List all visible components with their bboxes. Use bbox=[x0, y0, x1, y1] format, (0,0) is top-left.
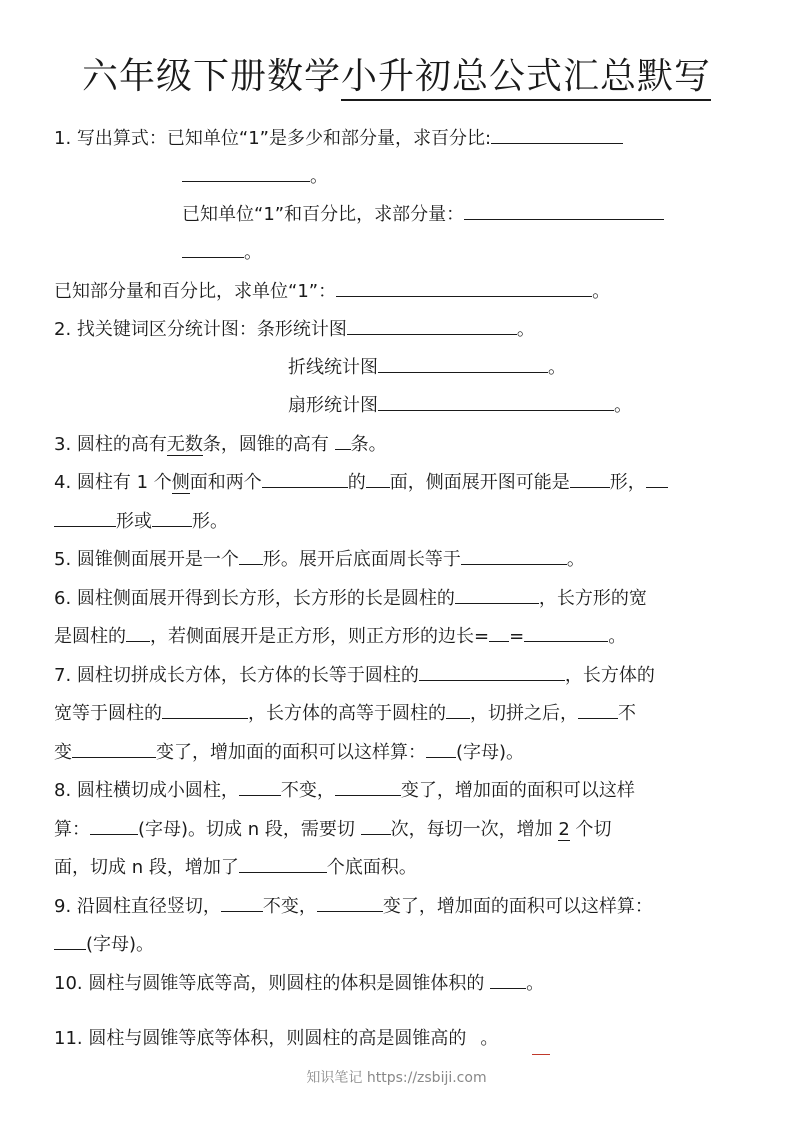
q4-text-f: 形或 bbox=[116, 511, 152, 532]
q9-blank-3[interactable] bbox=[54, 931, 86, 950]
q1-end-1: 。 bbox=[310, 166, 328, 187]
q4-text-b: 面和两个 bbox=[189, 472, 262, 493]
q8-blank-2[interactable] bbox=[335, 777, 401, 796]
q8-line2 bbox=[54, 816, 612, 843]
q4-text-e: 形， bbox=[609, 472, 646, 493]
q1-end-2: 。 bbox=[244, 242, 262, 263]
q8-blank-5[interactable] bbox=[239, 854, 327, 873]
q7-text-f: 不 bbox=[618, 703, 636, 724]
q1-line5 bbox=[54, 278, 610, 305]
q1-line4 bbox=[182, 239, 262, 266]
q1-line1 bbox=[54, 125, 623, 152]
q10-end: 。 bbox=[526, 973, 545, 994]
q3-blank[interactable] bbox=[335, 431, 351, 450]
q6-text-d: ，若侧面展开是正方形，则正方形的边长= bbox=[150, 626, 490, 647]
q4-blank-3[interactable] bbox=[570, 469, 610, 488]
q6-end: 。 bbox=[608, 626, 627, 647]
q4-line2 bbox=[54, 508, 228, 535]
q8-blank-1[interactable] bbox=[239, 777, 281, 796]
q8-text-c: 变了，增加面的面积可以这样 bbox=[400, 780, 635, 801]
q2-end-1: 。 bbox=[516, 319, 535, 340]
q7-text-d: ，长方体的高等于圆柱的 bbox=[248, 703, 446, 724]
q8-line1 bbox=[54, 777, 635, 804]
q8-text-d: 算： bbox=[54, 819, 90, 840]
q9-text-d: (字母)。 bbox=[86, 934, 155, 955]
q4-line1 bbox=[54, 469, 668, 496]
q11-end: 。 bbox=[480, 1028, 499, 1049]
q7-text-e: ，切拼之后， bbox=[470, 703, 578, 724]
q1-text-a: 1. 写出算式：已知单位“1”是多少和部分量，求百分比: bbox=[54, 128, 492, 149]
q6-text-b: ，长方形的宽 bbox=[538, 588, 647, 609]
q7-blank-2[interactable] bbox=[162, 700, 248, 719]
q6-text-e: = bbox=[509, 626, 525, 647]
q8-text-e: (字母)。切成 n 段，需要切 bbox=[138, 819, 361, 840]
q11-text-a: 11. 圆柱与圆锥等底等体积，则圆柱的高是圆锥高的 bbox=[54, 1028, 467, 1049]
q6-line1 bbox=[54, 585, 647, 612]
q4-blank-1[interactable] bbox=[262, 469, 348, 488]
red-underline-mark bbox=[532, 1054, 550, 1055]
q8-blank-3[interactable] bbox=[90, 816, 138, 835]
q2-text-b: 折线统计图 bbox=[288, 357, 378, 378]
q10-line1 bbox=[54, 970, 544, 997]
q3-line1 bbox=[54, 431, 387, 458]
q3-text-b: 条，圆锥的高有 bbox=[202, 434, 335, 455]
q5-end: 。 bbox=[566, 549, 585, 570]
q2-line1 bbox=[54, 316, 535, 343]
q4-text-d: 面，侧面展开图可能是 bbox=[389, 472, 570, 493]
q1-blank-1-cont[interactable] bbox=[182, 163, 310, 182]
q5-text-b: 形。展开后底面周长等于 bbox=[262, 549, 461, 570]
q7-blank-3[interactable] bbox=[446, 700, 470, 719]
q6-text-c: 是圆柱的 bbox=[54, 626, 126, 647]
q9-line1 bbox=[54, 893, 653, 920]
q5-blank-1[interactable] bbox=[239, 546, 263, 565]
q8-text-g: 个切 bbox=[569, 819, 612, 840]
q2-blank-pie[interactable] bbox=[378, 392, 614, 411]
q2-text-c: 扇形统计图 bbox=[288, 395, 378, 416]
q4-answer-underlined: 侧 bbox=[171, 472, 190, 493]
q4-blank-4[interactable] bbox=[646, 469, 668, 488]
q7-text-g: 变 bbox=[54, 742, 72, 763]
q1-blank-1[interactable] bbox=[491, 125, 623, 144]
q10-blank[interactable] bbox=[490, 970, 526, 989]
q8-line3 bbox=[54, 854, 417, 881]
q8-text-h: 面，切成 n 段，增加了 bbox=[54, 857, 239, 878]
q6-blank-3[interactable] bbox=[489, 623, 509, 642]
q6-text-a: 6. 圆柱侧面展开得到长方形，长方形的长是圆柱的 bbox=[54, 588, 455, 609]
q7-line3 bbox=[54, 739, 524, 766]
q8-text-i: 个底面积。 bbox=[326, 857, 417, 878]
q1-text-b: 已知单位“1”和百分比，求部分量： bbox=[182, 204, 465, 225]
q3-text-a: 3. 圆柱的高有 bbox=[54, 434, 167, 455]
q8-answer-underlined: 2 bbox=[558, 819, 570, 840]
q4-blank-5[interactable] bbox=[152, 508, 192, 527]
q6-blank-4[interactable] bbox=[524, 623, 608, 642]
q9-blank-2[interactable] bbox=[317, 893, 383, 912]
q4-blank-2[interactable] bbox=[366, 469, 390, 488]
q2-line2 bbox=[288, 354, 566, 381]
q3-answer-underlined: 无数 bbox=[166, 434, 203, 455]
q1-text-c: 已知部分量和百分比，求单位“1”： bbox=[54, 281, 337, 302]
q7-line1 bbox=[54, 662, 655, 689]
q9-text-c: 变了，增加面的面积可以这样算： bbox=[382, 896, 653, 917]
q8-blank-4[interactable] bbox=[361, 816, 391, 835]
page-title bbox=[0, 52, 793, 102]
q2-end-3: 。 bbox=[614, 395, 632, 416]
q1-end-3: 。 bbox=[592, 281, 611, 302]
q8-text-a: 8. 圆柱横切成小圆柱， bbox=[54, 780, 239, 801]
q11-line1 bbox=[54, 1025, 498, 1052]
q7-text-b: ，长方体的 bbox=[564, 665, 655, 686]
q7-text-a: 7. 圆柱切拼成长方体，长方体的长等于圆柱的 bbox=[54, 665, 419, 686]
q1-line2 bbox=[182, 163, 328, 190]
q9-text-b: 不变， bbox=[262, 896, 317, 917]
q2-line3 bbox=[288, 392, 632, 419]
q5-text-a: 5. 圆锥侧面展开是一个 bbox=[54, 549, 239, 570]
q7-text-i: (字母)。 bbox=[456, 742, 525, 763]
q6-line2 bbox=[54, 623, 626, 650]
q1-blank-2[interactable] bbox=[464, 201, 664, 220]
q2-blank-bar[interactable] bbox=[347, 316, 517, 335]
q6-blank-2[interactable] bbox=[126, 623, 150, 642]
title-part2-underlined: 小升初总公式汇总默写 bbox=[341, 56, 711, 101]
q9-line2 bbox=[54, 931, 154, 958]
q7-blank-6[interactable] bbox=[426, 739, 456, 758]
q2-blank-line[interactable] bbox=[378, 354, 548, 373]
q7-blank-5[interactable] bbox=[72, 739, 156, 758]
q7-line2 bbox=[54, 700, 636, 727]
q4-text-a: 4. 圆柱有 1 个 bbox=[54, 472, 172, 493]
q2-text-a: 2. 找关键词区分统计图：条形统计图 bbox=[54, 319, 347, 340]
q5-line1 bbox=[54, 546, 585, 573]
q1-line3 bbox=[182, 201, 664, 228]
q7-text-c: 宽等于圆柱的 bbox=[54, 703, 162, 724]
q7-text-h: 变了，增加面的面积可以这样算： bbox=[156, 742, 426, 763]
q6-blank-1[interactable] bbox=[455, 585, 539, 604]
q7-blank-1[interactable] bbox=[419, 662, 565, 681]
q10-text-a: 10. 圆柱与圆锥等底等高，则圆柱的体积是圆锥体积的 bbox=[54, 973, 491, 994]
title-part1: 六年级下册数学 bbox=[81, 56, 341, 97]
q9-text-a: 9. 沿圆柱直径竖切， bbox=[54, 896, 221, 917]
q7-blank-4[interactable] bbox=[578, 700, 618, 719]
q8-text-b: 不变， bbox=[280, 780, 335, 801]
q8-text-f: 次，每切一次，增加 bbox=[390, 819, 559, 840]
q9-blank-1[interactable] bbox=[221, 893, 263, 912]
q11-blank[interactable] bbox=[466, 1025, 480, 1044]
q1-blank-2-cont[interactable] bbox=[182, 239, 244, 258]
q2-end-2: 。 bbox=[548, 357, 566, 378]
footer-watermark: 知识笔记 https://zsbiji.com bbox=[306, 1070, 487, 1086]
q3-text-c: 条。 bbox=[350, 434, 387, 455]
q4-text-c: 的 bbox=[347, 472, 366, 493]
q4-blank-4-cont[interactable] bbox=[54, 508, 116, 527]
q1-blank-3[interactable] bbox=[336, 278, 592, 297]
q4-text-g: 形。 bbox=[192, 511, 228, 532]
q5-blank-2[interactable] bbox=[461, 546, 567, 565]
